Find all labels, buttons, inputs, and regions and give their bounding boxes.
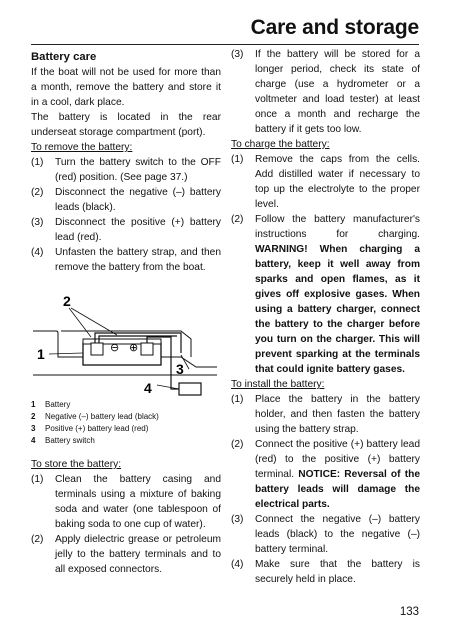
figure-legend bbox=[31, 399, 221, 447]
remove-step: (3) Disconnect the positive (+) battery lead (red). bbox=[31, 217, 221, 243]
left-column bbox=[31, 47, 221, 577]
remove-step: (4) Unfasten the battery strap, and then remove the battery from the boat. bbox=[31, 247, 221, 273]
location-paragraph: The battery is located in the rear underseat storage compartment (port). bbox=[31, 112, 221, 138]
intro-paragraph: If the boat will not be used for more than a month, remove the battery and store it in a cool, dark place. bbox=[31, 67, 221, 108]
page-title: Care and storage bbox=[250, 16, 419, 39]
section-heading: Battery care bbox=[31, 51, 97, 63]
charge-step: (1) Remove the caps from the cells. Add distilled water if necessary to top up the electrolyte to the proper level. bbox=[231, 154, 420, 210]
legend-item: 3 Positive (+) battery lead (red) bbox=[31, 424, 149, 433]
install-step: (1) Place the battery in the battery holder, and then fasten the battery using the battery strap. bbox=[231, 394, 420, 435]
store-step: (1) Clean the battery casing and terminals using a mixture of baking soda and water (one tablespoon of baking soda to one cup of water). bbox=[31, 474, 221, 530]
notice-text: NOTICE: Reversal of the battery leads will damage the electrical parts. bbox=[255, 469, 420, 510]
callout-1: 1 bbox=[37, 346, 45, 362]
negative-symbol: ⊖ bbox=[110, 341, 120, 354]
legend-item: 4 Battery switch bbox=[31, 436, 95, 445]
callout-3: 3 bbox=[176, 361, 184, 377]
callout-4: 4 bbox=[144, 380, 152, 396]
store-step: (3) If the battery will be stored for a longer period, check its state of charge (use a hydrometer or a voltmeter and load tester) at least once a month and recharge the battery if it gets too low. bbox=[231, 49, 420, 135]
install-step: (3) Connect the negative (–) battery leads (black) to the negative (–) battery terminal. bbox=[231, 514, 420, 555]
right-column bbox=[231, 47, 420, 587]
charge-subheading: To charge the battery: bbox=[231, 139, 330, 150]
remove-subheading: To remove the battery: bbox=[31, 142, 133, 153]
remove-step: (1) Turn the battery switch to the OFF (red) position. (See page 37.) bbox=[31, 157, 221, 183]
page-number: 133 bbox=[399, 606, 419, 618]
legend-item: 1 Battery bbox=[31, 400, 71, 409]
battery-switch bbox=[179, 383, 201, 395]
store-subheading: To store the battery: bbox=[31, 459, 122, 470]
install-step: (2) Connect the positive (+) battery lead (red) to the positive (+) battery terminal. NOTICE: Reversal of the battery leads will damage the electrical parts. bbox=[231, 439, 420, 510]
charge-step: (2) Follow the battery manufacturer's instructions for charging. WARNING! When charging a battery, keep it well away from sparks and open flames, as it gives off explosive gases. When using a battery charger, connect the battery to the charger before you turn on the charger. This will prevent sparking at the terminals that could ignite battery gases. bbox=[231, 214, 420, 375]
install-step: (4) Make sure that the battery is securely held in place. bbox=[231, 559, 420, 585]
store-step: (2) Apply dielectric grease or petroleum jelly to the battery terminals and to all exposed connectors. bbox=[31, 534, 221, 575]
callout-2: 2 bbox=[63, 293, 71, 309]
header-divider bbox=[31, 44, 419, 45]
negative-terminal bbox=[91, 343, 103, 355]
warning-text: WARNING! When charging a battery, keep it well away from sparks and open flames, as it gives off explosive gases. When using a battery charger, connect the battery to the charger before you turn on the charger. This will prevent sparking at the terminals that could ignite battery gases. bbox=[255, 244, 420, 375]
battery-figure bbox=[31, 279, 221, 397]
positive-terminal bbox=[141, 343, 153, 355]
positive-symbol: ⊕ bbox=[129, 341, 139, 354]
install-subheading: To install the battery: bbox=[231, 379, 325, 390]
remove-step: (2) Disconnect the negative (–) battery leads (black). bbox=[31, 187, 221, 213]
legend-item: 2 Negative (–) battery lead (black) bbox=[31, 412, 159, 421]
